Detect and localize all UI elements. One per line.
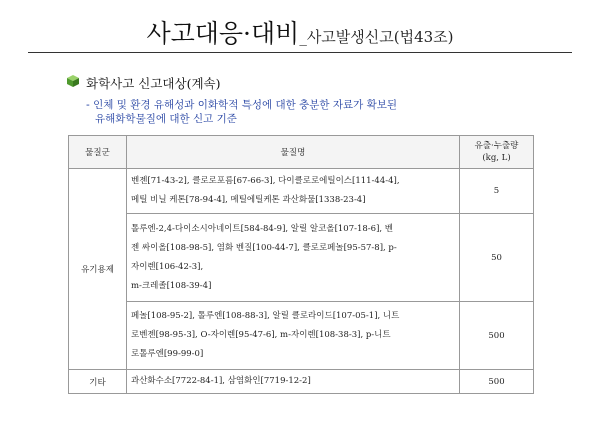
amount-cell: 500 xyxy=(460,302,534,370)
table-header-row xyxy=(69,136,534,169)
amount-cell: 50 xyxy=(460,214,534,302)
substance-cell: 과산화수소[7722-84-1], 삼염화인[7719-12-2] xyxy=(127,370,460,394)
header-group: 물질군 xyxy=(69,136,127,169)
table-row xyxy=(69,302,534,370)
table-row xyxy=(69,214,534,302)
substance-cell: 페놀[108-95-2], 톨루엔[108-88-3], 알릴 클로라이드[107-05-1], 니트 로벤젠[98-95-3], O-자이렌[95-47-6], m-자이렌[108-38-3], p-니트 로톨루엔[99-99-0] xyxy=(127,302,460,370)
substance-cell: 벤젠[71-43-2], 클로로포름[67-66-3], 다이클로로에틸이스[111-44-4], 메틸 비닐 케톤[78-94-4], 메틸에틸케톤 과산화물[1338-23-4] xyxy=(127,169,460,214)
substance-table xyxy=(68,135,534,394)
section-description xyxy=(86,98,397,126)
green-cube-icon xyxy=(66,74,80,88)
description-line-1: - 인체 및 환경 유해성과 이화학적 특성에 대한 충분한 자료가 확보된 xyxy=(86,99,398,111)
title-rule xyxy=(28,52,572,53)
page-title-main: 사고대응·대비 xyxy=(146,19,300,48)
table-row xyxy=(69,370,534,394)
group-cell: 기타 xyxy=(69,370,127,394)
section-title: 화학사고 신고대상(계속) xyxy=(86,76,221,91)
substance-cell: 톨루엔-2,4-다이소시아네이트[584-84-9], 알릴 알코올[107-18-6], 벤 젠 싸이올[108-98-5], 염화 벤질[100-44-7], 클로로페놀[95-57-8], p- 자이렌[106-42-3], m-크레졸[108-39-4] xyxy=(127,214,460,302)
header-substance: 물질명 xyxy=(127,136,460,169)
table-row xyxy=(69,169,534,214)
amount-cell: 5 xyxy=(460,169,534,214)
amount-cell: 500 xyxy=(460,370,534,394)
page-title xyxy=(0,14,600,50)
page-title-sub: _사고발생신고(법43조) xyxy=(299,28,454,46)
header-amount: 유출·누출량 (kg, L) xyxy=(460,136,534,169)
description-line-2: 유해화학물질에 대한 신고 기준 xyxy=(95,113,237,125)
group-cell: 유기용제 xyxy=(69,169,127,370)
